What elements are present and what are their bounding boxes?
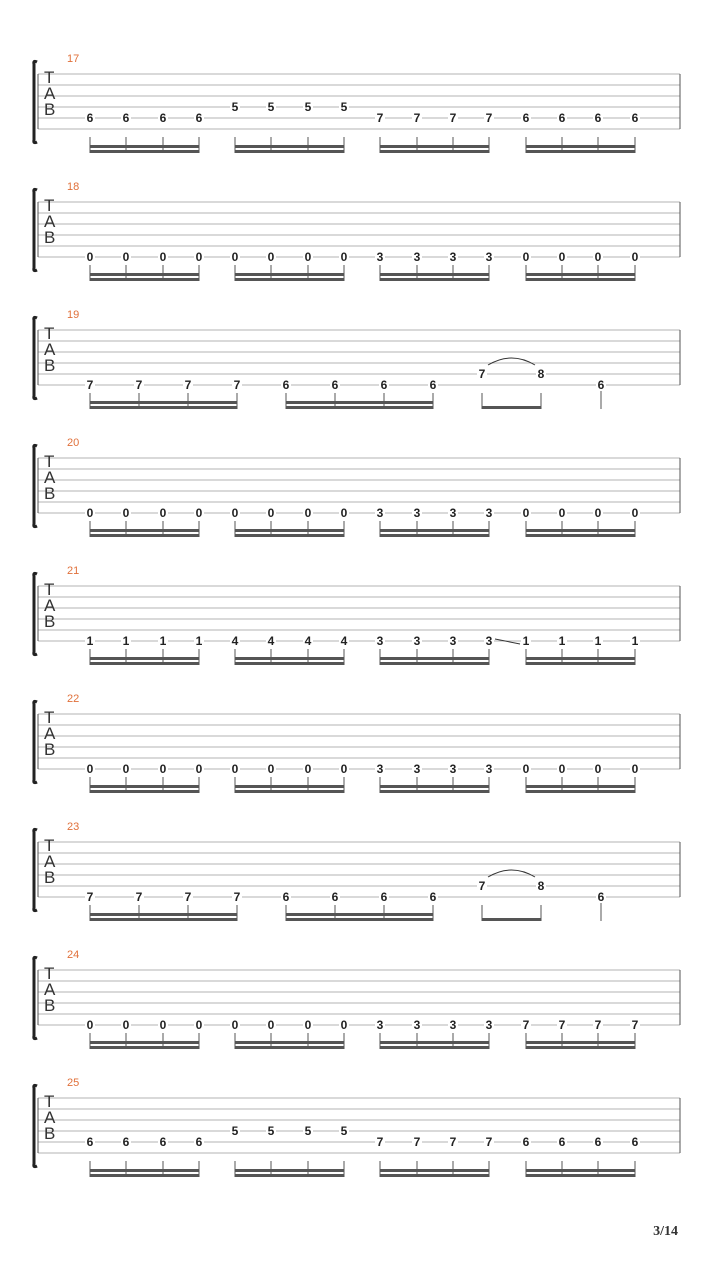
beam: [90, 529, 199, 532]
fret-number: 5: [304, 1124, 312, 1138]
tab-clef-letter: A: [44, 1108, 56, 1127]
beam: [526, 278, 635, 281]
measure-number: 22: [67, 693, 80, 705]
fret-number: 0: [304, 506, 312, 520]
fret-number: 0: [304, 250, 312, 264]
fret-number: 5: [340, 100, 348, 114]
beam: [286, 401, 433, 404]
system-bracket: [34, 701, 37, 782]
beam: [526, 534, 635, 537]
tab-clef-letter: T: [44, 196, 55, 215]
beam: [526, 662, 635, 665]
beam: [526, 1041, 635, 1044]
measure-number: 24: [67, 949, 80, 961]
fret-number: 7: [135, 890, 143, 904]
beam: [90, 273, 199, 276]
fret-number: 0: [304, 1018, 312, 1032]
fret-number: 4: [340, 634, 348, 648]
beam: [90, 145, 199, 148]
measure-number: 21: [67, 565, 80, 577]
fret-number: 0: [86, 250, 94, 264]
fret-number: 0: [522, 762, 530, 776]
fret-number: 6: [594, 111, 602, 125]
beam: [90, 785, 199, 788]
fret-number: 3: [485, 634, 493, 648]
beam: [380, 662, 489, 665]
tab-system: [34, 1077, 680, 1177]
fret-number: 3: [485, 762, 493, 776]
beam: [235, 657, 344, 660]
beam: [90, 1169, 199, 1172]
beam: [380, 534, 489, 537]
fret-number: 0: [340, 762, 348, 776]
tab-clef-letter: T: [44, 580, 55, 599]
measure-number: 20: [67, 437, 80, 449]
fret-number: 6: [597, 378, 605, 392]
beam: [90, 1041, 199, 1044]
tab-clef-letter: B: [44, 356, 56, 375]
tab-clef-letter: B: [44, 612, 56, 631]
tab-system: [34, 949, 680, 1049]
beam: [235, 790, 344, 793]
fret-number: 5: [304, 100, 312, 114]
fret-number: 6: [195, 111, 203, 125]
system-bracket: [34, 829, 37, 910]
fret-number: 0: [522, 506, 530, 520]
fret-number: 0: [195, 1018, 203, 1032]
measure-number: 18: [67, 181, 80, 193]
fret-number: 0: [122, 506, 130, 520]
beam: [380, 1169, 489, 1172]
tab-clef-letter: A: [44, 468, 56, 487]
fret-number: 6: [429, 378, 437, 392]
beam: [482, 918, 541, 921]
tab-system: [34, 821, 680, 921]
beam: [235, 273, 344, 276]
tab-clef-letter: T: [44, 964, 55, 983]
fret-number: 0: [122, 250, 130, 264]
fret-number: 5: [231, 1124, 239, 1138]
fret-number: 0: [267, 506, 275, 520]
fret-number: 7: [376, 111, 384, 125]
fret-number: 7: [233, 378, 241, 392]
fret-number: 0: [86, 1018, 94, 1032]
fret-number: 3: [376, 634, 384, 648]
fret-number: 0: [340, 1018, 348, 1032]
fret-number: 7: [413, 111, 421, 125]
fret-number: 6: [159, 111, 167, 125]
tab-clef-letter: A: [44, 596, 56, 615]
fret-number: 0: [231, 250, 239, 264]
fret-number: 3: [413, 250, 421, 264]
fret-number: 7: [86, 378, 94, 392]
fret-number: 0: [631, 506, 639, 520]
fret-number: 7: [485, 111, 493, 125]
fret-number: 1: [522, 634, 530, 648]
fret-number: 3: [413, 1018, 421, 1032]
fret-number: 4: [231, 634, 239, 648]
beam: [380, 529, 489, 532]
fret-number: 1: [159, 634, 167, 648]
tab-clef-letter: B: [44, 100, 56, 119]
fret-number: 0: [195, 250, 203, 264]
beam: [526, 785, 635, 788]
fret-number: 3: [376, 506, 384, 520]
beam: [380, 150, 489, 153]
fret-number: 0: [340, 506, 348, 520]
fret-number: 6: [558, 111, 566, 125]
system-bracket: [34, 317, 37, 398]
fret-number: 0: [631, 250, 639, 264]
fret-number: 6: [331, 378, 339, 392]
fret-number: 7: [449, 111, 457, 125]
tab-clef-letter: B: [44, 484, 56, 503]
fret-number: 7: [413, 1135, 421, 1149]
fret-number: 6: [594, 1135, 602, 1149]
beam: [235, 1169, 344, 1172]
fret-number: 0: [304, 762, 312, 776]
fret-number: 5: [267, 1124, 275, 1138]
tab-clef-letter: B: [44, 228, 56, 247]
fret-number: 1: [631, 634, 639, 648]
fret-number: 0: [631, 762, 639, 776]
fret-number: 0: [558, 250, 566, 264]
beam: [235, 145, 344, 148]
beam: [526, 1174, 635, 1177]
fret-number: 0: [122, 1018, 130, 1032]
beam: [90, 534, 199, 537]
system-bracket: [34, 189, 37, 270]
fret-number: 3: [376, 1018, 384, 1032]
fret-number: 6: [429, 890, 437, 904]
tab-clef-letter: T: [44, 836, 55, 855]
tab-clef-letter: A: [44, 84, 56, 103]
tab-clef-letter: A: [44, 852, 56, 871]
fret-number: 0: [594, 762, 602, 776]
measure-number: 19: [67, 309, 80, 321]
beam: [90, 913, 237, 916]
fret-number: 3: [449, 634, 457, 648]
beam: [90, 657, 199, 660]
fret-number: 6: [159, 1135, 167, 1149]
tab-clef-letter: T: [44, 68, 55, 87]
fret-number: 7: [478, 367, 486, 381]
system-bracket: [34, 445, 37, 526]
beam: [90, 662, 199, 665]
beam: [380, 145, 489, 148]
beam: [286, 913, 433, 916]
system-bracket: [34, 61, 37, 142]
fret-number: 7: [233, 890, 241, 904]
fret-number: 0: [594, 506, 602, 520]
tab-system: [34, 53, 680, 153]
fret-number: 1: [86, 634, 94, 648]
fret-number: 0: [558, 506, 566, 520]
fret-number: 0: [522, 250, 530, 264]
slur-arc: [488, 358, 535, 365]
fret-number: 1: [558, 634, 566, 648]
fret-number: 6: [558, 1135, 566, 1149]
fret-number: 3: [485, 506, 493, 520]
beam: [380, 1174, 489, 1177]
tab-clef-letter: B: [44, 868, 56, 887]
fret-number: 0: [594, 250, 602, 264]
beam: [482, 406, 541, 409]
fret-number: 7: [184, 378, 192, 392]
fret-number: 6: [282, 378, 290, 392]
tab-system: [34, 693, 680, 793]
fret-number: 7: [478, 879, 486, 893]
beam: [90, 278, 199, 281]
beam: [380, 1046, 489, 1049]
fret-number: 3: [449, 762, 457, 776]
fret-number: 6: [631, 111, 639, 125]
fret-number: 0: [558, 762, 566, 776]
beam: [380, 790, 489, 793]
beam: [526, 150, 635, 153]
fret-number: 3: [449, 250, 457, 264]
tab-clef-letter: B: [44, 996, 56, 1015]
fret-number: 1: [122, 634, 130, 648]
tab-system: [34, 437, 680, 537]
fret-number: 7: [485, 1135, 493, 1149]
fret-number: 6: [122, 1135, 130, 1149]
fret-number: 4: [267, 634, 275, 648]
measure-number: 17: [67, 53, 80, 65]
fret-number: 1: [594, 634, 602, 648]
measure-number: 25: [67, 1077, 80, 1089]
fret-number: 4: [304, 634, 312, 648]
fret-number: 5: [340, 1124, 348, 1138]
system-bracket: [34, 957, 37, 1038]
beam: [235, 534, 344, 537]
beam: [380, 278, 489, 281]
fret-number: 3: [485, 250, 493, 264]
beam: [235, 662, 344, 665]
fret-number: 0: [159, 762, 167, 776]
beam: [235, 278, 344, 281]
page-number: 3/14: [653, 1224, 678, 1239]
fret-number: 7: [184, 890, 192, 904]
fret-number: 6: [195, 1135, 203, 1149]
fret-number: 5: [231, 100, 239, 114]
fret-number: 6: [122, 111, 130, 125]
tab-clef-letter: A: [44, 212, 56, 231]
fret-number: 3: [449, 506, 457, 520]
slide-line: [495, 639, 520, 644]
fret-number: 6: [597, 890, 605, 904]
beam: [235, 1041, 344, 1044]
fret-number: 0: [86, 506, 94, 520]
beam: [90, 1046, 199, 1049]
system-bracket: [34, 1085, 37, 1166]
fret-number: 7: [522, 1018, 530, 1032]
beam: [90, 401, 237, 404]
beam: [90, 406, 237, 409]
beam: [235, 150, 344, 153]
slur-arc: [488, 870, 535, 877]
beam: [90, 150, 199, 153]
beam: [526, 1169, 635, 1172]
tab-clef-letter: A: [44, 340, 56, 359]
fret-number: 7: [594, 1018, 602, 1032]
tab-clef-letter: T: [44, 452, 55, 471]
fret-number: 6: [282, 890, 290, 904]
beam: [526, 1046, 635, 1049]
fret-number: 6: [86, 111, 94, 125]
fret-number: 7: [86, 890, 94, 904]
beam: [380, 1041, 489, 1044]
fret-number: 6: [331, 890, 339, 904]
beam: [286, 918, 433, 921]
fret-number: 6: [86, 1135, 94, 1149]
fret-number: 7: [135, 378, 143, 392]
fret-number: 0: [231, 1018, 239, 1032]
beam: [526, 657, 635, 660]
tab-clef-letter: T: [44, 708, 55, 727]
beam: [526, 790, 635, 793]
fret-number: 5: [267, 100, 275, 114]
tab-system: [34, 309, 680, 409]
beam: [380, 785, 489, 788]
beam: [380, 273, 489, 276]
fret-number: 1: [195, 634, 203, 648]
fret-number: 8: [537, 879, 545, 893]
fret-number: 0: [267, 762, 275, 776]
beam: [526, 145, 635, 148]
fret-number: 0: [159, 506, 167, 520]
tab-system: [34, 565, 680, 665]
measure-number: 23: [67, 821, 80, 833]
beam: [235, 1046, 344, 1049]
tab-clef-letter: A: [44, 980, 56, 999]
beam: [526, 529, 635, 532]
fret-number: 7: [631, 1018, 639, 1032]
fret-number: 0: [159, 1018, 167, 1032]
fret-number: 0: [340, 250, 348, 264]
tab-clef-letter: T: [44, 324, 55, 343]
tab-clef-letter: B: [44, 740, 56, 759]
fret-number: 0: [231, 762, 239, 776]
beam: [235, 1174, 344, 1177]
fret-number: 7: [449, 1135, 457, 1149]
system-bracket: [34, 573, 37, 654]
fret-number: 3: [413, 506, 421, 520]
beam: [90, 918, 237, 921]
fret-number: 0: [267, 1018, 275, 1032]
beam: [526, 273, 635, 276]
fret-number: 3: [449, 1018, 457, 1032]
fret-number: 0: [231, 506, 239, 520]
fret-number: 0: [195, 506, 203, 520]
fret-number: 0: [86, 762, 94, 776]
beam: [90, 790, 199, 793]
fret-number: 6: [522, 111, 530, 125]
tab-system: [34, 181, 680, 281]
tab-clef-letter: B: [44, 1124, 56, 1143]
fret-number: 6: [522, 1135, 530, 1149]
fret-number: 3: [413, 634, 421, 648]
fret-number: 3: [485, 1018, 493, 1032]
fret-number: 3: [376, 762, 384, 776]
tab-clef-letter: T: [44, 1092, 55, 1111]
beam: [380, 657, 489, 660]
tab-clef-letter: A: [44, 724, 56, 743]
fret-number: 0: [195, 762, 203, 776]
fret-number: 6: [631, 1135, 639, 1149]
fret-number: 6: [380, 890, 388, 904]
fret-number: 0: [122, 762, 130, 776]
fret-number: 0: [267, 250, 275, 264]
fret-number: 7: [558, 1018, 566, 1032]
fret-number: 8: [537, 367, 545, 381]
fret-number: 3: [413, 762, 421, 776]
beam: [235, 529, 344, 532]
fret-number: 0: [159, 250, 167, 264]
fret-number: 6: [380, 378, 388, 392]
beam: [90, 1174, 199, 1177]
fret-number: 7: [376, 1135, 384, 1149]
beam: [286, 406, 433, 409]
beam: [235, 785, 344, 788]
fret-number: 3: [376, 250, 384, 264]
